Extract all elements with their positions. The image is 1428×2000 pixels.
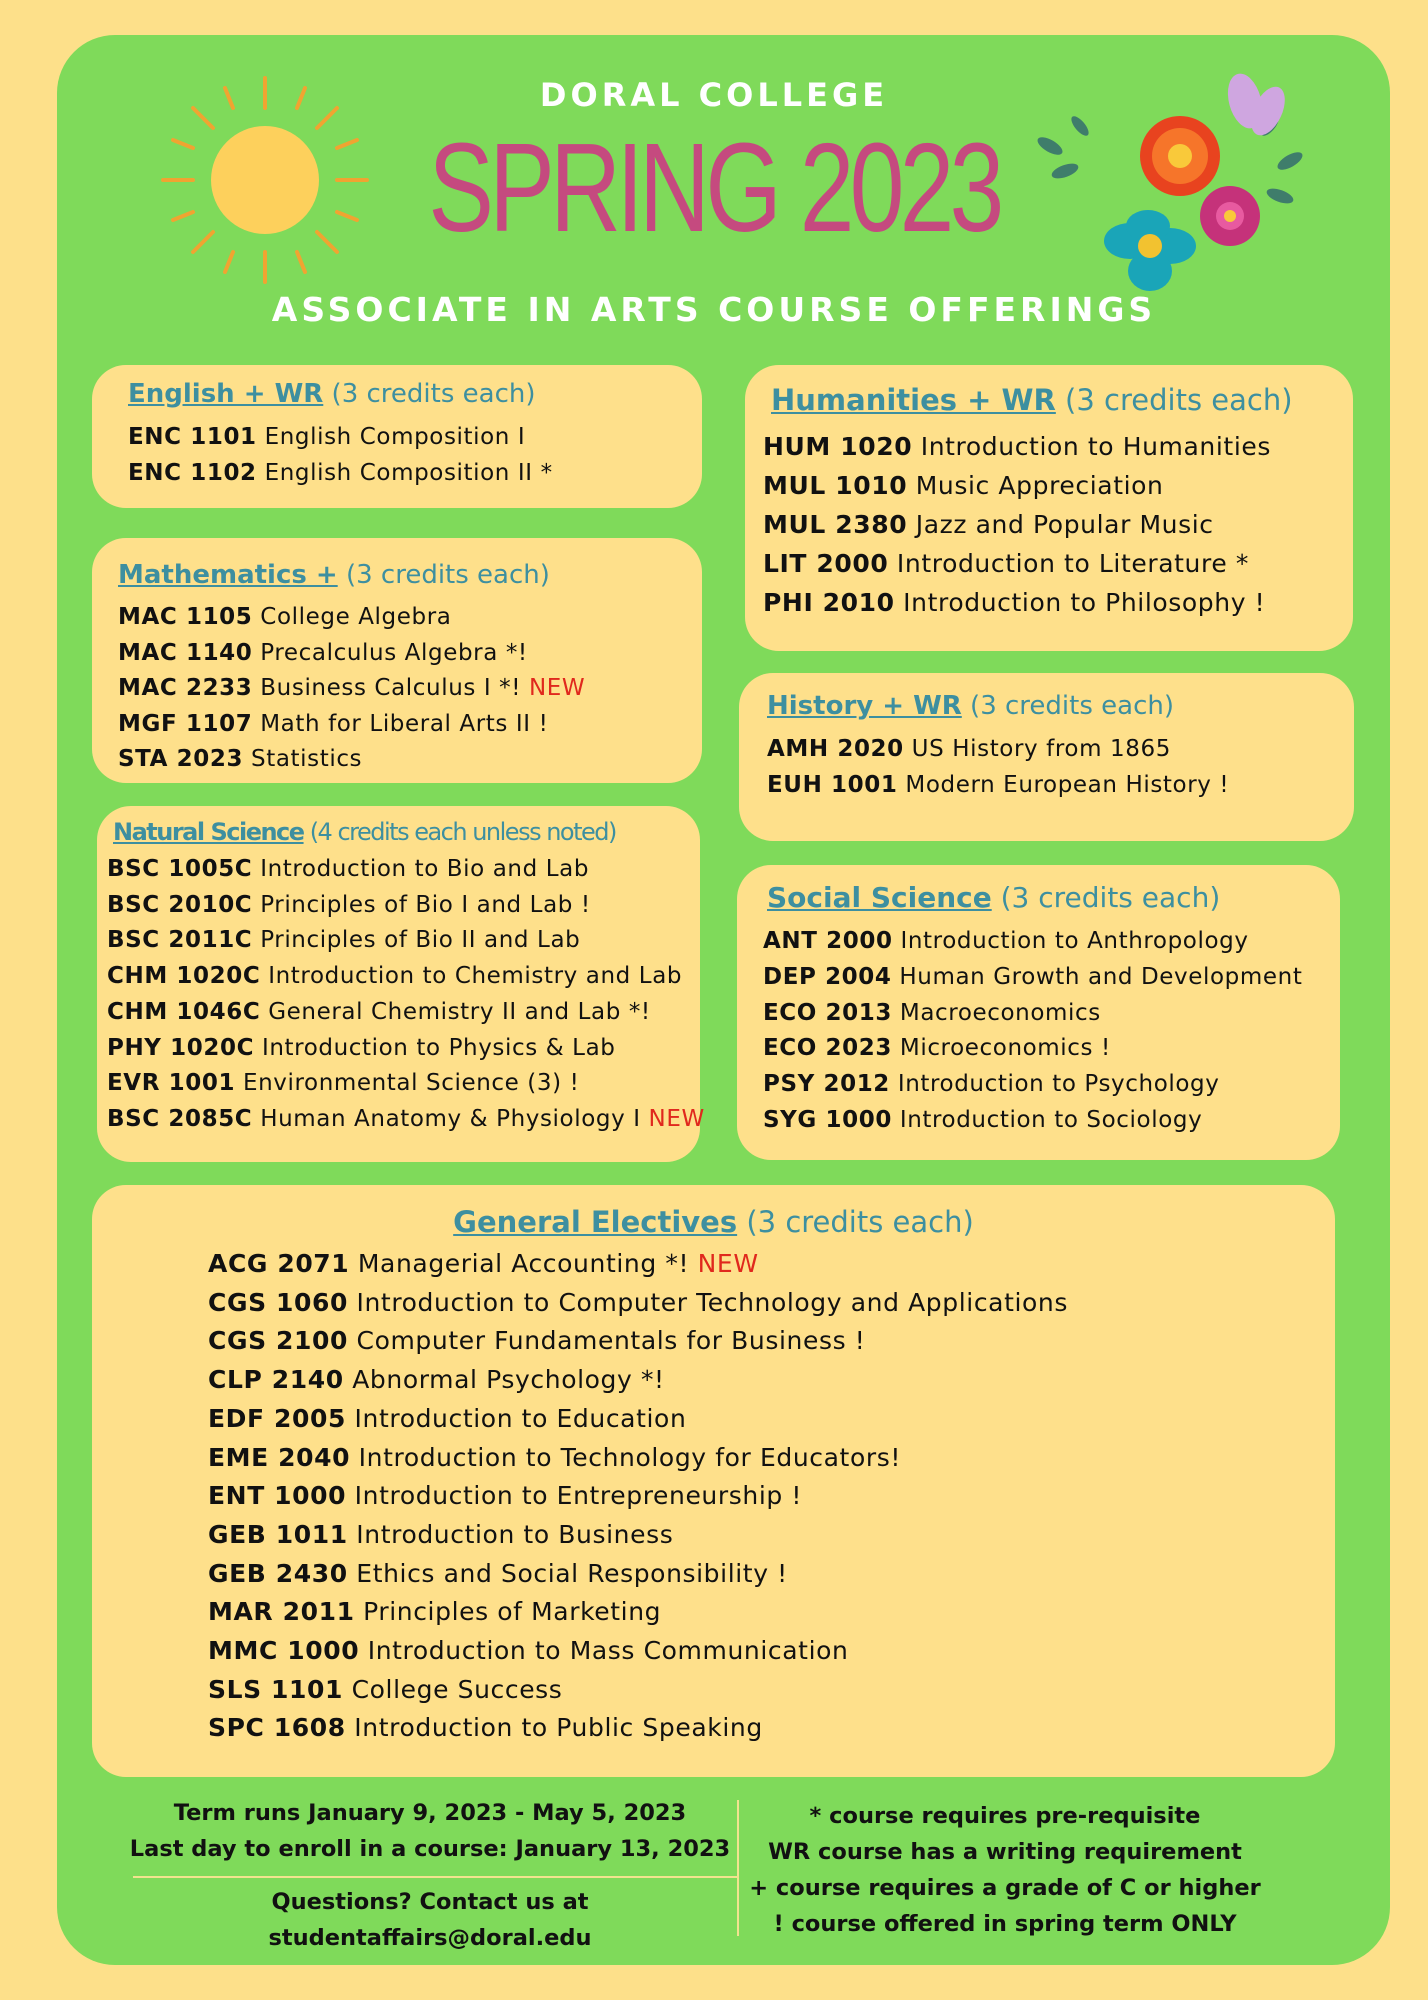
course-code: PHI 2010 — [763, 588, 895, 617]
section-heading-link[interactable]: Social Science — [767, 881, 992, 914]
course-code: STA 2023 — [118, 746, 244, 772]
course-code: BSC 2010C — [107, 891, 253, 918]
section-heading-link[interactable]: Natural Science — [113, 818, 304, 846]
course-list — [128, 419, 702, 491]
course-item — [763, 466, 1353, 505]
course-item — [208, 1439, 1335, 1478]
course-item — [118, 707, 702, 743]
section-heading — [92, 1205, 1335, 1239]
english-section — [92, 365, 702, 508]
credit-note: (3 credits each) — [1055, 383, 1293, 417]
section-heading — [128, 379, 702, 409]
course-code: PHY 1020C — [107, 1034, 255, 1061]
course-item — [208, 1709, 1335, 1748]
credit-note: (3 credits each) — [961, 691, 1174, 721]
course-name: Human Growth and Development — [891, 963, 1303, 990]
course-name: Modern European History ! — [897, 772, 1230, 798]
course-item — [763, 924, 1340, 960]
course-name: Introduction to Psychology — [889, 1071, 1220, 1098]
course-code: EME 2040 — [208, 1442, 351, 1472]
course-name: Microeconomics ! — [891, 1035, 1111, 1062]
natural-science-section — [97, 806, 705, 1162]
course-code: MAC 1140 — [118, 639, 253, 666]
course-name: Statistics — [243, 746, 363, 772]
new-badge: NEW — [648, 1105, 705, 1132]
course-code: EDF 2005 — [208, 1403, 346, 1433]
section-heading-link[interactable]: Humanities + WR — [771, 383, 1056, 417]
course-item — [128, 419, 702, 455]
course-code: MAC 2233 — [118, 675, 253, 701]
course-code: MUL 1010 — [763, 471, 908, 500]
course-list — [763, 427, 1353, 622]
course-item — [763, 427, 1353, 466]
course-code: SLS 1101 — [208, 1674, 344, 1704]
course-code: EVR 1001 — [107, 1070, 236, 1097]
course-name: Principles of Bio II and Lab — [252, 927, 581, 954]
course-name: Introduction to Computer Technology and Applications — [347, 1287, 1069, 1317]
course-item — [107, 1066, 700, 1102]
course-name: Introduction to Sociology — [891, 1106, 1203, 1133]
course-name: Introduction to Entrepreneurship ! — [346, 1481, 803, 1511]
course-code: HUM 1020 — [763, 432, 913, 461]
course-code: MAR 2011 — [208, 1597, 355, 1627]
course-item — [107, 1102, 705, 1138]
course-name: Abnormal Psychology *! — [343, 1365, 665, 1395]
course-item — [107, 1031, 700, 1067]
section-heading — [118, 560, 702, 590]
course-code: ANT 2000 — [763, 928, 893, 954]
course-name: College Algebra — [252, 604, 452, 630]
footer-divider-vertical — [737, 1800, 739, 1936]
course-list — [208, 1245, 1335, 1748]
course-item — [107, 959, 700, 995]
course-list — [118, 600, 702, 778]
course-item — [208, 1284, 1335, 1323]
course-list — [763, 924, 1340, 1139]
course-item — [763, 996, 1340, 1032]
section-heading-link[interactable]: General Electives — [453, 1205, 738, 1239]
course-code: CHM 1020C — [107, 963, 261, 990]
course-code: ACG 2071 — [208, 1249, 350, 1278]
course-item — [763, 583, 1353, 622]
course-code: BSC 1005C — [107, 856, 253, 882]
course-code: CGS 2100 — [208, 1326, 348, 1356]
course-code: AMH 2020 — [767, 736, 904, 762]
course-code: CGS 1060 — [208, 1287, 348, 1317]
credit-note: (3 credits each) — [991, 881, 1221, 914]
course-name: Introduction to Anthropology — [892, 928, 1249, 954]
legend — [745, 1798, 1265, 1942]
contact-email[interactable]: studentaffairs@doral.edu — [268, 1925, 592, 1951]
course-code: BSC 2085C — [107, 1105, 253, 1132]
course-code: MAC 1105 — [118, 604, 253, 630]
course-name: US History from 1865 — [903, 736, 1171, 762]
course-name: English Composition I — [256, 424, 526, 450]
course-name: Introduction to Physics & Lab — [254, 1034, 616, 1061]
course-item — [118, 742, 702, 778]
section-heading — [767, 691, 1354, 721]
course-name: English Composition II * — [256, 460, 553, 486]
course-item — [763, 505, 1353, 544]
humanities-section — [745, 365, 1353, 651]
course-name: Music Appreciation — [907, 471, 1164, 500]
course-name: Introduction to Technology for Educators! — [350, 1442, 901, 1472]
course-code: SPC 1608 — [208, 1713, 346, 1743]
course-item — [208, 1516, 1335, 1555]
course-code: CHM 1046C — [107, 998, 261, 1025]
course-code: GEB 1011 — [208, 1519, 348, 1549]
course-code: BSC 2011C — [107, 927, 253, 954]
term-dates: Term runs January 9, 2023 - May 5, 2023 — [173, 1800, 687, 1826]
course-list — [767, 731, 1354, 803]
course-code: LIT 2000 — [763, 549, 889, 578]
credit-note: (3 credits each) — [337, 560, 550, 590]
course-item — [118, 636, 702, 672]
legend-item: ! course offered in spring term ONLY — [773, 1911, 1237, 1937]
course-name: Environmental Science (3) ! — [235, 1070, 580, 1097]
course-name: Principles of Marketing — [354, 1597, 662, 1627]
footer-divider-horizontal — [133, 1876, 737, 1878]
course-name: Computer Fundamentals for Business ! — [347, 1326, 866, 1356]
course-code: PSY 2012 — [763, 1071, 890, 1098]
course-item — [107, 923, 700, 959]
course-item — [763, 1067, 1340, 1103]
course-name: Introduction to Philosophy ! — [894, 588, 1266, 617]
course-code: EUH 1001 — [767, 772, 898, 798]
course-item — [767, 731, 1354, 767]
course-code: ENC 1101 — [128, 424, 257, 450]
course-name: Business Calculus I *! — [252, 675, 529, 701]
course-item — [107, 995, 700, 1031]
course-item — [107, 852, 700, 888]
credit-note: (4 credits each unless noted) — [303, 818, 616, 846]
new-badge: NEW — [697, 1249, 759, 1278]
new-badge: NEW — [529, 675, 586, 701]
course-item — [208, 1632, 1335, 1671]
course-name: General Chemistry II and Lab *! — [260, 998, 651, 1025]
course-name: Introduction to Education — [346, 1403, 687, 1433]
contact-line: Questions? Contact us at — [271, 1889, 589, 1915]
course-name: Introduction to Humanities — [912, 432, 1271, 461]
course-code: MUL 2380 — [763, 510, 908, 539]
course-code: DEP 2004 — [763, 963, 892, 990]
course-name: Managerial Accounting *! — [349, 1249, 698, 1278]
mathematics-section — [92, 538, 702, 783]
course-item — [208, 1361, 1335, 1400]
enroll-deadline: Last day to enroll in a course: January 13, 2023 — [129, 1836, 731, 1862]
course-name: College Success — [343, 1674, 563, 1704]
course-name: Math for Liberal Arts II ! — [252, 710, 549, 737]
course-code: SYG 1000 — [763, 1106, 892, 1133]
course-item — [208, 1555, 1335, 1594]
history-section — [739, 673, 1354, 841]
course-code: ENT 1000 — [208, 1481, 347, 1511]
course-item — [763, 1103, 1340, 1139]
section-heading — [107, 818, 700, 846]
course-item — [208, 1477, 1335, 1516]
term-info — [120, 1795, 740, 1867]
course-item — [763, 1031, 1340, 1067]
course-code: ENC 1102 — [128, 460, 257, 486]
course-name: Human Anatomy & Physiology I — [252, 1105, 649, 1132]
legend-item: + course requires a grade of C or higher — [749, 1875, 1261, 1901]
contact-info — [150, 1884, 710, 1956]
general-electives-section — [92, 1185, 1335, 1777]
social-science-section — [737, 865, 1340, 1160]
course-name: Introduction to Mass Communication — [359, 1636, 849, 1666]
course-code: MGF 1107 — [118, 710, 253, 737]
course-name: Introduction to Public Speaking — [345, 1713, 763, 1743]
section-heading — [763, 383, 1353, 417]
course-item — [763, 544, 1353, 583]
course-name: Introduction to Literature * — [888, 549, 1249, 578]
legend-item: WR course has a writing requirement — [768, 1839, 1242, 1865]
course-name: Jazz and Popular Music — [907, 510, 1214, 539]
section-heading-link[interactable]: History + WR — [767, 691, 962, 721]
course-name: Introduction to Chemistry and Lab — [260, 963, 683, 990]
course-name: Principles of Bio I and Lab ! — [252, 891, 591, 918]
course-item — [118, 600, 702, 636]
course-item — [107, 888, 700, 924]
course-code: ECO 2013 — [763, 999, 892, 1026]
credit-note: (3 credits each) — [323, 379, 536, 409]
section-heading-link[interactable]: Mathematics + — [118, 560, 338, 590]
course-code: GEB 2430 — [208, 1558, 348, 1588]
legend-item: * course requires pre-requisite — [809, 1803, 1201, 1829]
page-title: SPRING 2023 — [428, 117, 1000, 258]
course-name: Ethics and Social Responsibility ! — [347, 1558, 788, 1588]
course-item — [763, 960, 1340, 996]
course-list — [107, 852, 705, 1138]
course-name: Macroeconomics — [891, 999, 1101, 1026]
course-name: Introduction to Business — [347, 1519, 674, 1549]
course-item — [208, 1671, 1335, 1710]
course-item — [208, 1245, 1335, 1284]
page-subtitle: ASSOCIATE IN ARTS COURSE OFFERINGS — [271, 290, 1157, 329]
credit-note: (3 credits each) — [737, 1205, 974, 1239]
course-code: ECO 2023 — [763, 1035, 892, 1062]
college-name: DORAL COLLEGE — [539, 76, 889, 114]
course-item — [767, 767, 1354, 803]
course-item — [208, 1322, 1335, 1361]
section-heading-link[interactable]: English + WR — [128, 379, 324, 409]
course-item — [118, 671, 702, 707]
course-code: CLP 2140 — [208, 1365, 344, 1395]
course-name: Introduction to Bio and Lab — [252, 856, 590, 882]
course-name: Precalculus Algebra *! — [252, 639, 528, 666]
course-item — [128, 455, 702, 491]
section-heading — [763, 881, 1340, 914]
course-item — [208, 1593, 1335, 1632]
course-code: MMC 1000 — [208, 1636, 360, 1666]
course-item — [208, 1400, 1335, 1439]
